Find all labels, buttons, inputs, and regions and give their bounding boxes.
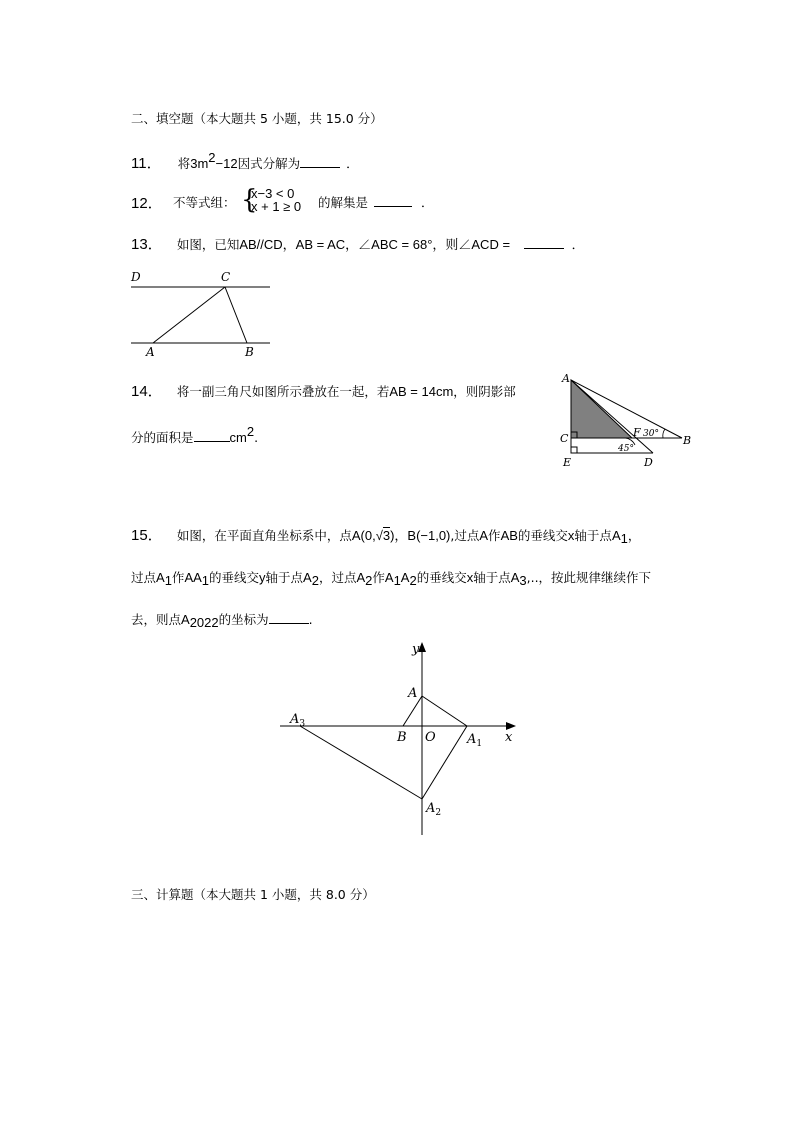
system-brace: { — [241, 185, 258, 215]
label-a2: $A_2$ — [426, 801, 442, 818]
label-a: A — [408, 686, 418, 701]
question-14-line2: 分的面积是 $cm^2$. — [131, 424, 259, 445]
right-angle-e — [571, 447, 577, 453]
label-c: C — [560, 432, 569, 445]
answer-blank[interactable] — [300, 156, 340, 168]
question-15-line2: 过点$A_1$作$AA_1$的垂线交y轴于点$A_2$，过点$A_2$作$A_1A_2$的垂线交x轴于点$A_3$,..，按此规律继续作下 — [131, 570, 652, 588]
q13-figure — [125, 265, 280, 360]
segment-ac — [153, 287, 225, 343]
question-11: 11． 将$3m^2-12$因式分解为 ． — [131, 150, 359, 172]
inequality-system: x−3 < 0 x + 1 ≥ 0 — [251, 186, 302, 214]
question-13: 13． 如图，已知AB//CD，AB = AC，∠ABC = 68°，则∠ACD = ． — [131, 236, 585, 253]
answer-blank[interactable] — [269, 612, 309, 624]
angle-45-label: 45° — [618, 444, 634, 454]
answer-blank[interactable] — [524, 237, 564, 249]
label-a3: $A_3$ — [290, 712, 306, 729]
label-e: E — [563, 456, 572, 469]
angle-arc-30 — [663, 429, 665, 438]
q14-figure — [555, 370, 700, 470]
question-number: 12． — [131, 195, 163, 212]
answer-blank[interactable] — [194, 430, 230, 442]
label-a: A — [146, 345, 155, 359]
angle-30-label: 30° — [643, 429, 659, 439]
question-15-line1: 15． 如图，在平面直角坐标系中，点A(0,√3)，B(−1,0),过点A作AB的垂线交x轴于点$A_1$， — [131, 527, 641, 546]
section-3-title: 三、计算题（本大题共 1 小题，共 8.0 分） — [131, 887, 375, 902]
label-c: C — [221, 270, 231, 284]
label-d: D — [131, 270, 141, 284]
label-y: y — [412, 642, 420, 657]
label-x: x — [505, 730, 513, 745]
question-14-line1: 14． 将一副三角尺如图所示叠放在一起，若AB = 14cm，则阴影部 — [131, 383, 516, 400]
question-number: 13． — [131, 236, 163, 253]
section-2-title: 二、填空题（本大题共 5 小题，共 15.0 分） — [131, 111, 383, 126]
label-a1: $A_1$ — [467, 732, 483, 749]
segment-bc — [225, 287, 247, 343]
label-a: A — [562, 372, 570, 385]
answer-blank[interactable] — [374, 195, 412, 207]
q15-figure — [270, 635, 530, 845]
question-15-line3: 去，则点$A_{2022}$的坐标为 . — [131, 612, 313, 630]
question-number: 11． — [131, 155, 162, 172]
label-f: F — [633, 426, 641, 439]
label-d: D — [644, 456, 653, 469]
label-b: B — [245, 345, 254, 359]
label-o: O — [425, 730, 436, 745]
label-b: B — [683, 434, 692, 447]
question-number: 15． — [131, 527, 163, 544]
label-b: B — [397, 730, 407, 745]
segment-aa1 — [422, 696, 467, 726]
question-number: 14． — [131, 383, 163, 400]
